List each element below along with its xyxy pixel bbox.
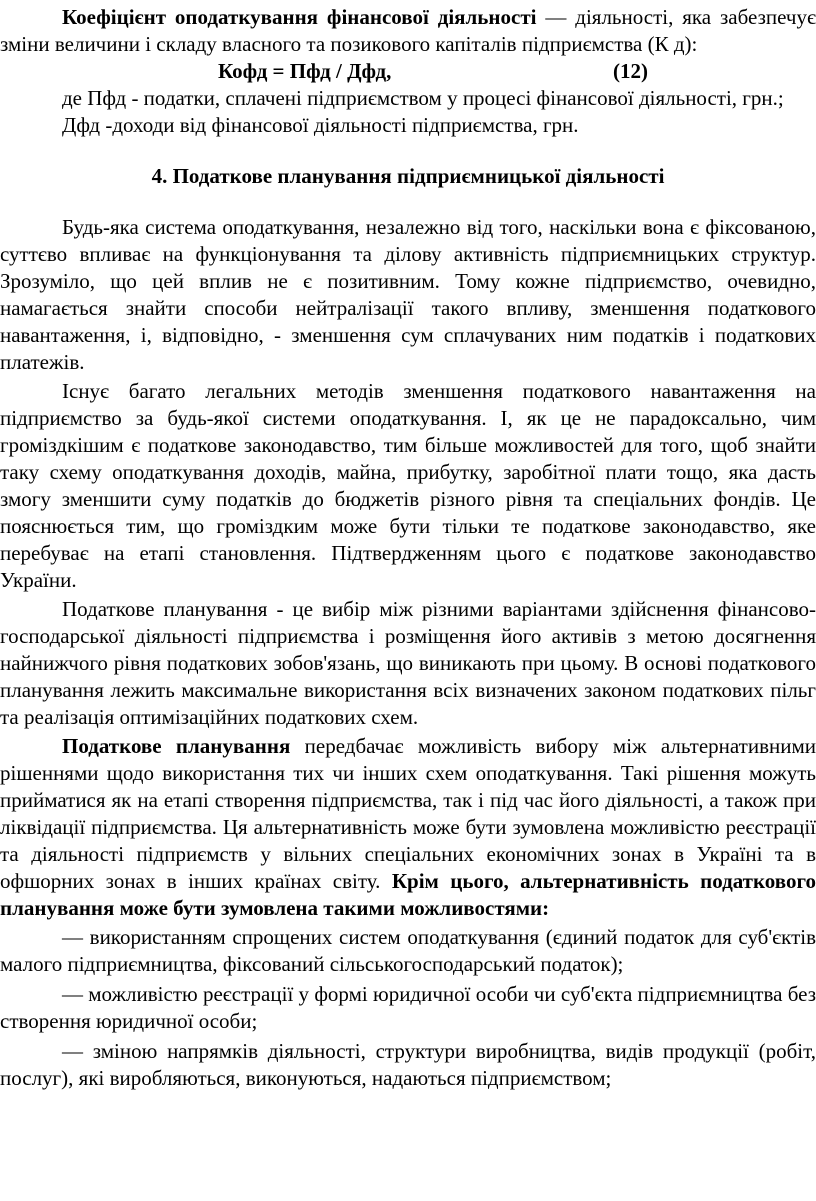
formula-number: (12) — [613, 59, 648, 83]
paragraph-coefficient-definition — [0, 4, 816, 58]
paragraph-pfd-explanation: де Пфд - податки, сплачені підприємством у процесі фінансової діяльності, грн.; — [62, 86, 784, 110]
paragraph-dfd-explanation: Дфд -доходи від фінансової діяльності підприємства, грн. — [62, 113, 579, 137]
tax-planning-term-bold: Податкове планування — [62, 734, 291, 758]
paragraph-any-tax-system: Будь-яка система оподаткування, незалежно від того, наскільки вона є фіксованою, суттєво впливає на функціонування та ділову активність підприємницьких структур. Зрозуміло, що цей вплив не є позитивним. Тому кожне підприємство, очевидно, намагається знайти способи нейтралізації такого впливу, зменшення податкового навантаження, і, відповідно, - зменшення сум сплачуваних ним податків і податкових платежів. — [0, 215, 816, 374]
alternatives-lead-in-bold: Крім цього, альтернативність податкового планування може бути зумовлена такими можливостями: — [0, 869, 816, 920]
formula-equation: Кофд = Пфд / Дфд, — [218, 59, 392, 83]
list-item-simplified-systems: — використанням спрощених систем оподаткування (єдиний податок для суб'єктів малого підприємництва, фіксований сільськогосподарський податок); — [0, 925, 816, 976]
paragraph-legal-methods: Існує багато легальних методів зменшення податкового навантаження на підприємство за будь-якої системи оподаткування. І, як це не парадоксально, чим громіздкішим є податкове законодавство, тим більше можливостей для того, щоб знайти таку схему оподаткування доходів, майна, прибутку, заробітної плати тощо, яка дасть змогу зменшити суму податків до бюджетів різного рівня та спеціальних фондів. Це пояснюється тим, що громіздким може бути тільки те податкове законодавство, яке перебуває на етапі становлення. Підтвердженням цього є податкове законодавство України. — [0, 379, 816, 592]
section-heading: 4. Податкове планування підприємницької діяльності — [151, 164, 665, 188]
paragraph-tax-planning-definition: Податкове планування - це вибір між різними варіантами здійснення фінансово-господарської діяльності підприємства і розміщення його активів з метою досягнення найнижчого рівня податкових зобов'язань, що виникають при цьому. В основі податкового планування лежить максимальне використання всіх визначених законом податкових пільг та реалізація оптимізаційних податкових схем. — [0, 597, 816, 729]
paragraph-tax-planning-foresees — [0, 733, 816, 922]
list-item-activity-change: — зміною напрямків діяльності, структури виробництва, видів продукції (робіт, послуг), які виробляються, виконуються, надаються підприємством; — [0, 1039, 816, 1090]
list-item-registration-form: — можливістю реєстрації у формі юридичної особи чи суб'єкта підприємництва без створення юридичної особи; — [0, 982, 816, 1033]
tax-planning-foresees-text: передбачає можливість вибору між альтернативними рішеннями щодо використання тих чи інших схем оподаткування. Такі рішення можуть прийматися як на етапі створення підприємства, так і під час його діяльності, а також при ліквідації підприємства. Ця альтернативність може бути зумовлена можливістю реєстрації та діяльності підприємств у вільних спеціальних економічних зонах в Україні та в офшорних зонах в інших країнах світу. — [0, 734, 816, 893]
coefficient-term-bold: Коефіцієнт оподаткування фінансової діяльності — [62, 5, 537, 29]
formula-row — [0, 58, 816, 85]
coefficient-definition-text: — діяльності, яка забезпечує зміни величини і складу власного та позикового капіталів підприємства (К д): — [0, 5, 816, 56]
